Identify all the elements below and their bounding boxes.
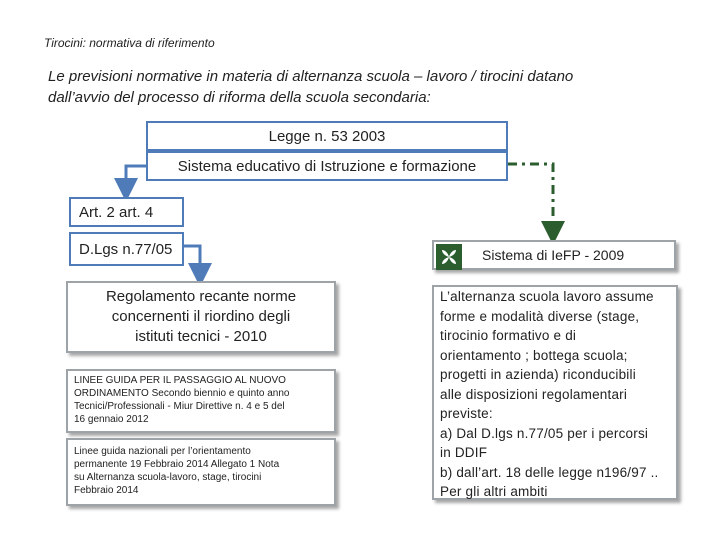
linee-guida-2014-box	[66, 438, 336, 506]
intro-line-1: Le previsioni normative in materia di alternanza scuola – lavoro / tirocini datano	[48, 68, 574, 85]
legge-box: Legge n. 53 2003	[146, 121, 508, 151]
dashed-arrow-sistema-to-iefp	[508, 164, 553, 233]
sistema-box: Sistema educativo di Istruzione e formazione	[146, 151, 508, 181]
dlgs-box: D.Lgs n.77/05	[69, 232, 184, 266]
alternanza-line: L’alternanza scuola lavoro assume	[440, 289, 654, 304]
alternanza-line: progetti in azienda) riconducibili	[440, 367, 636, 382]
page-header: Tirocini: normativa di riferimento	[44, 36, 215, 50]
art-box: Art. 2 art. 4	[69, 197, 184, 227]
linee1-line: LINEE GUIDA PER IL PASSAGGIO AL NUOVO	[74, 375, 286, 386]
linee2-line: su Alternanza scuola-lavoro, stage, tirocini	[74, 472, 262, 483]
arrow-dlgs-to-regolamento	[184, 246, 200, 275]
alternanza-box	[432, 285, 678, 500]
fan-icon	[436, 244, 462, 270]
regolamento-line: istituti tecnici - 2010	[135, 328, 267, 345]
alternanza-line: forme e modalità diverse (stage,	[440, 308, 640, 324]
alternanza-line: in DDIF	[440, 445, 488, 460]
alternanza-line: b) dall’art. 18 delle legge n196/97 ..	[440, 464, 659, 480]
alternanza-line: a) Dal D.lgs n.77/05 per i percorsi	[440, 425, 649, 441]
alternanza-line: Per gli altri ambiti	[440, 484, 548, 499]
regolamento-line: Regolamento recante norme	[105, 288, 297, 305]
linee2-line: permanente 19 Febbraio 2014 Allegato 1 Nota	[74, 459, 280, 470]
linee2-line: Febbraio 2014	[74, 485, 139, 496]
linee-guida-2012-box	[66, 369, 336, 433]
alternanza-line: previste:	[440, 406, 493, 421]
alternanza-line: orientamento ; bottega scuola;	[440, 347, 628, 363]
linee1-line: 16 gennaio 2012	[74, 414, 149, 425]
regolamento-box	[66, 281, 336, 353]
alternanza-line: alle disposizioni regolamentari	[440, 386, 628, 402]
linee1-line: Tecnici/Professionali - Miur Direttive n. 4 e 5 del	[74, 401, 285, 412]
iefp-label: Sistema di IeFP - 2009	[482, 247, 625, 263]
linee2-line: Linee guida nazionali per l’orientamento	[74, 446, 251, 457]
iefp-box	[432, 240, 676, 270]
linee1-line: ORDINAMENTO Secondo biennio e quinto anno	[74, 388, 290, 399]
alternanza-line: tirocinio formativo e di	[440, 328, 577, 343]
intro-line-2: dall’avvio del processo di riforma della scuola secondaria:	[48, 89, 431, 106]
arrow-legge-to-art	[126, 166, 146, 190]
regolamento-line: concernenti il riordino degli	[111, 308, 291, 325]
